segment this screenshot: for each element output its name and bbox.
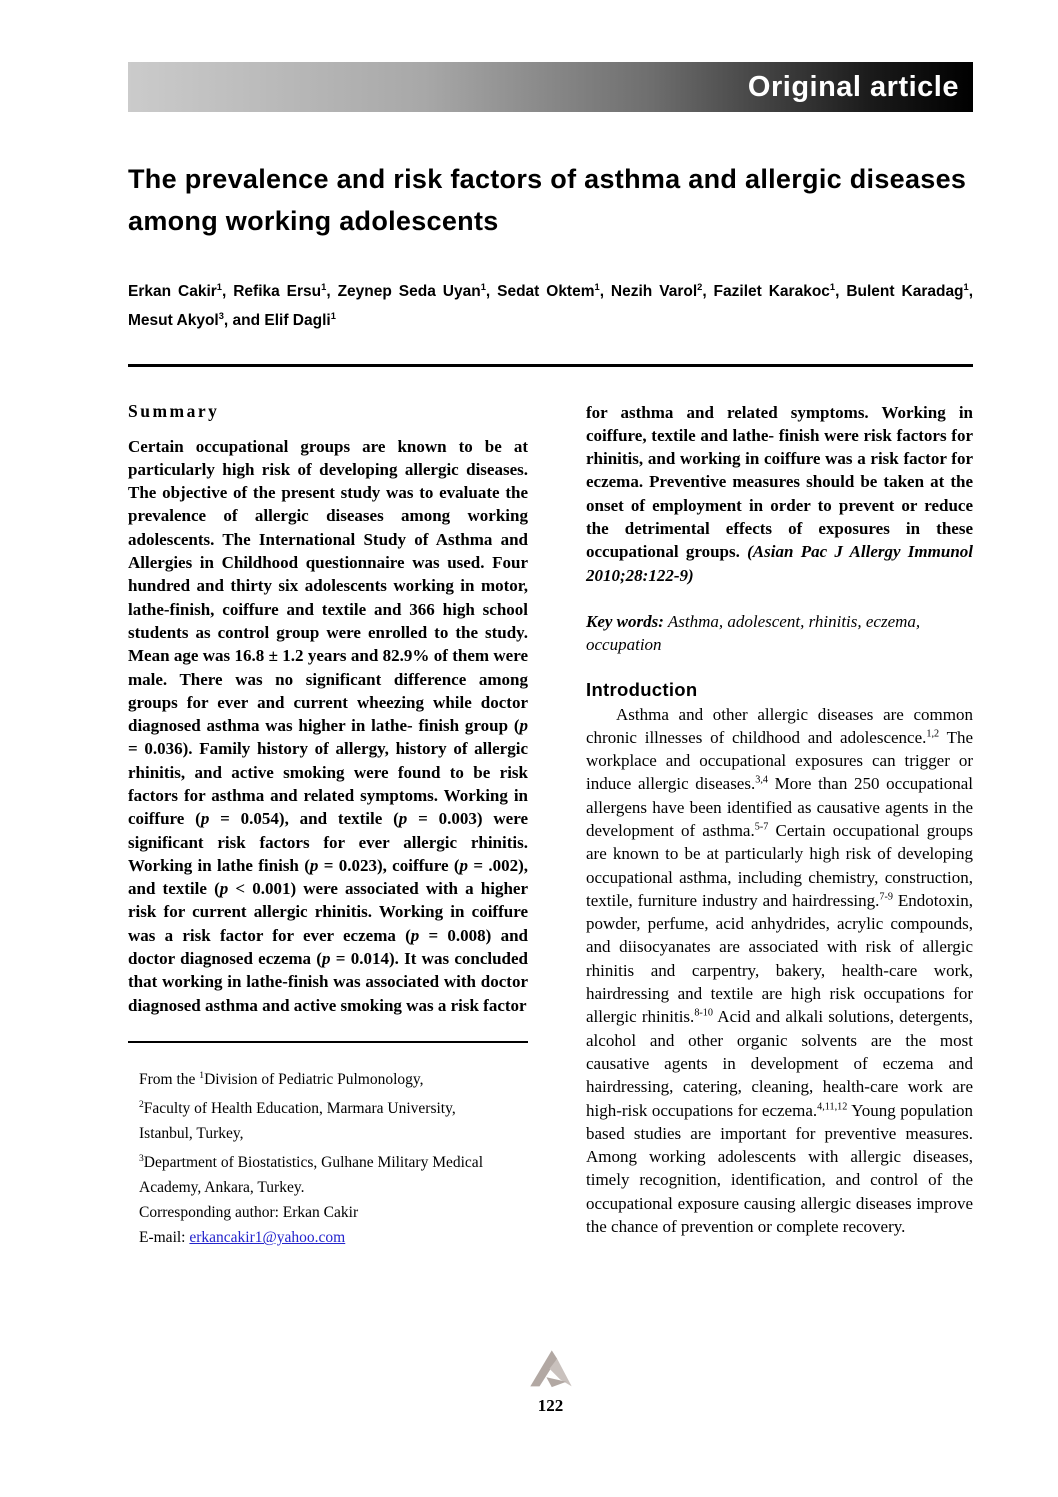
right-column [586,401,973,1251]
footnote-line: $^2$Faculty of Health Education, Marmara University, [139,1099,456,1118]
keywords-label: Key words: [586,611,664,631]
summary-heading: Summary [128,400,220,421]
summary-text-right [586,401,973,587]
article-title: The prevalence and risk factors of asthma and allergic diseases among working adolescents [128,164,967,237]
journal-triangle-logo [528,1348,574,1388]
keywords-line [586,610,973,657]
keywords-text: Asthma, adolescent, rhinitis, eczema, occupation [586,611,921,655]
email-link[interactable]: erkancakir1@yahoo.com [189,1229,346,1247]
email-label: E-mail: [139,1229,190,1247]
journal-citation: (Asian Pac J Allergy Immunol 2010;28:122-9) [586,542,973,585]
introduction-text: Asthma and other allergic diseases are common chronic illnesses of childhood and adolescence.$^{1,2}$ The workplace and occupational exposures can trigger or induce allergic diseases.$^{3,4}$ More than 250 occupational allergens have been identified as causative agents in the development of asthma.$^{5-7}$ Certain occupational groups are known to be at particularly high risk of developing occupational asthma, including chemistry, construction, textile, furniture industry and hairdressing.$^{7-9}$ Endotoxin, powder, perfume, acid anhydrides, acrylic compounds, and diisocyanates are associated with risk of allergic rhinitis and carpentry, bakery, health-care work, hairdressing and textile are high risk occupations for allergic rhinitis.$^{8-10}$ Acid and alkali solutions, detergents, alcohol and other organic solvents are the most causative agents in development of eczema and hairdressing, catering, cleaning, health-care work are high-risk occupations for eczema.$^{4,11,12}$ Young population based studies are important for preventive measures. Among working adolescents with allergic diseases, timely recognition, identification, and control of the occupational exposure causing allergic diseases improve the chance of prevention or complete recovery. [586,704,973,1237]
authors-line: Erkan Cakir$^1$, Refika Ersu$^1$, Zeynep Seda Uyan$^1$, Sedat Oktem$^1$, Nezih Varol$^2$, Fazilet Karakoc$^1$, Bulent Karadag$^1$, Mesut Akyol$^3$, and Elif Dagli$^1$ [128,282,974,330]
footnote-line: $^3$Department of Biostatistics, Gulhane Military Medical [139,1153,483,1172]
footnote-line: Academy, Ankara, Turkey. [139,1179,305,1197]
summary-right-run: for asthma and related symptoms. Working in coiffure, textile and lathe- finish were risk factors for rhinitis, and working in coiffure was a risk factor for eczema. Preventive measures should be taken at the onset of employment in order to prevent or reduce the detrimental effects of exposures in these occupational groups. [586,402,973,562]
page-number: 122 [537,1396,564,1415]
header-banner [128,62,973,112]
left-column [128,401,528,1251]
banner-label: Original article [747,70,959,103]
two-column-body [128,401,973,1251]
footnote-divider [128,1041,528,1043]
header-divider [128,364,973,367]
email-line [128,1225,528,1250]
footnote-line: Istanbul, Turkey, [139,1125,244,1143]
footnote-line: From the $^1$Division of Pediatric Pulmonology, [139,1069,424,1089]
page-footer [128,1348,973,1416]
footnote-block [128,1041,528,1250]
corresponding-author-line: Corresponding author: Erkan Cakir [139,1204,359,1222]
summary-text-left: Certain occupational groups are known to be at particularly high risk of developing allergic diseases. The objective of the present study was to evaluate the prevalence of allergic diseases among working adolescents. The International Study of Asthma and Allergies in Childhood questionnaire was used. Four hundred and thirty six adolescents working in motor, lathe-finish, coiffure and textile and 366 high school students as control group were enrolled to the study. Mean age was 16.8 ± 1.2 years and 82.9% of them were male. There was no significant difference among groups for ever and current wheezing while doctor diagnosed asthma was higher in lathe- finish group (p = 0.036). Family history of allergy, history of allergic rhinitis, and active smoking were found to be risk factors for asthma and related symptoms. Working in coiffure (p = 0.054), and textile (p = 0.003) were significant risk factors for ever allergic rhinitis. Working in lathe finish (p = 0.023), coiffure (p = .002), and textile (p < 0.001) were associated with a higher risk for current allergic rhinitis. Working in coiffure was a risk factor for ever eczema (p = 0.008) and doctor diagnosed eczema (p = 0.014). It was concluded that working in lathe-finish was associated with doctor diagnosed asthma and active smoking was a risk factor [128,436,529,1015]
introduction-heading: Introduction [586,678,698,700]
page-content [128,62,974,1415]
